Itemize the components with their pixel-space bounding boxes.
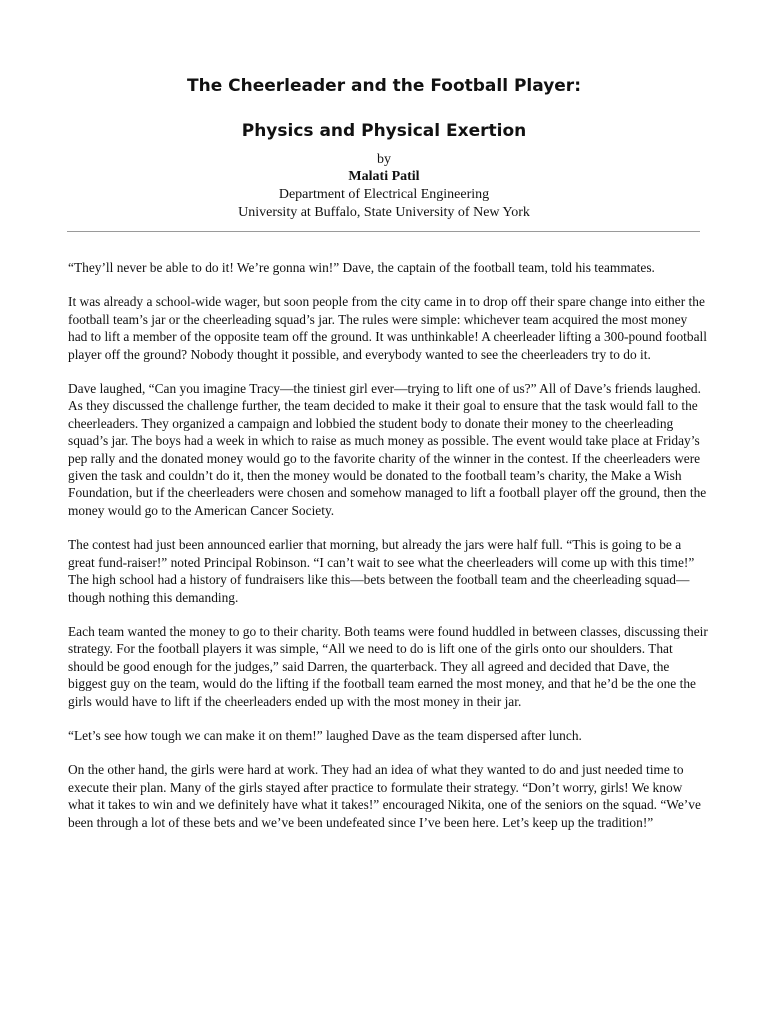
author-department: Department of Electrical Engineering: [278, 187, 490, 202]
paragraph: “They’ll never be able to do it! We’re gonna win!” Dave, the captain of the football team, told his teammates.: [68, 260, 655, 275]
author-university: University at Buffalo, State University of New York: [238, 205, 530, 220]
title-line-2: Physics and Physical Exertion: [241, 121, 527, 141]
paragraph: Each team wanted the money to go to their charity. Both teams were found huddled in between classes, discussing their strategy. For the football players it was simple, “All we need to do is lift one of the girls onto our shoulders. That should be good enough for the judges,” said Darren, the quarterback. They all agreed and decided that Dave, the biggest guy on the team, would do the lifting if the football team earned the most money, and that he’d be the one the girls would have to lift if the cheerleaders ended up with the most money in their jar.: [68, 623, 708, 709]
byline-by: by: [377, 152, 391, 167]
paragraph: On the other hand, the girls were hard at work. They had an idea of what they wanted to do and just needed time to execute their plan. Many of the girls stayed after practice to formulate their strategy. “Don’t worry, girls! We know what it takes to win and we definitely have what it takes!” encouraged Nikita, one of the seniors on the squad. “We’ve been through a lot of these bets and we’ve been undefeated since I’ve been here. Let’s keep up the tradition!”: [68, 762, 701, 830]
paragraph: Dave laughed, “Can you imagine Tracy—the tiniest girl ever—trying to lift one of us?” All of Dave’s friends laughed. As they discussed the challenge further, the team decided to make it their goal to ensure that the task would fall to the cheerleaders. They organized a campaign and lobbied the student body to donate their money to the cheerleading squad’s jar. The boys had a week in which to raise as much money as possible. The event would take place at Friday’s pep rally and the donated money would go to the favorite charity of the winner in the contest. If the cheerleaders were given the task and couldn’t do it, then the money would be donated to the football team’s charity, the Make a Wish Foundation, but if the cheerleaders were chosen and somehow managed to lift a football player off the ground, then the money would go to the American Cancer Society.: [68, 381, 707, 518]
header-divider: [67, 231, 700, 232]
paragraph: The contest had just been announced earlier that morning, but already the jars were half full. “This is going to be a great fund-raiser!” noted Principal Robinson. “I can’t wait to see what the cheerleaders will come up with this time!” The high school had a history of fundraisers like this—bets between the football team and the cheerleading squad—though nothing this demanding.: [68, 537, 695, 605]
paragraph: “Let’s see how tough we can make it on them!” laughed Dave as the team dispersed after lunch.: [68, 727, 582, 743]
paragraph: It was already a school-wide wager, but soon people from the city came in to drop off their spare change into either the football team’s jar or the cheerleading squad’s jar. The rules were simple: whichever team acquired the most money had to lift a member of the opposite team off the ground. It was unthinkable! A cheerleader lifting a 300-pound football player off the ground? Nobody thought it possible, and everybody wanted to see the cheerleaders try to do it.: [68, 294, 707, 362]
title-line-1: The Cheerleader and the Football Player:: [187, 76, 581, 96]
body-text: [68, 259, 708, 848]
author-name: Malati Patil: [348, 169, 420, 184]
